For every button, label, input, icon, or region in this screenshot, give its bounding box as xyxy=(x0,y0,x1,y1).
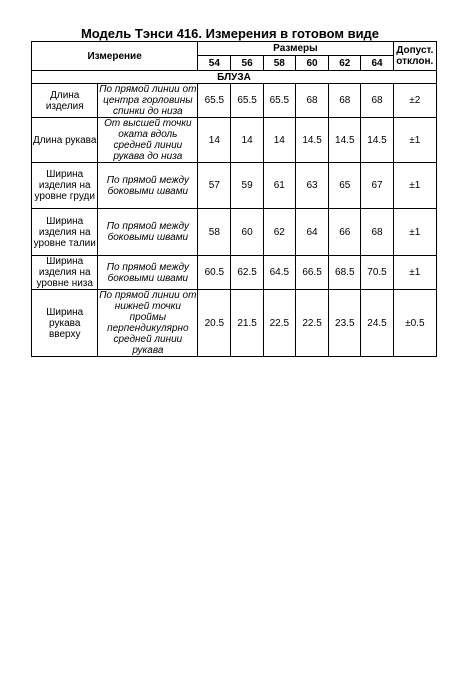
row-description: По прямой линии от центра горловины спинки до низа xyxy=(99,84,197,117)
sizes-header: Размеры xyxy=(198,42,393,56)
row-description: По прямой между боковыми швами xyxy=(98,209,198,256)
measurement-header: Измерение xyxy=(32,42,198,71)
value-cell: 70.5 xyxy=(361,256,393,290)
size-58: 58 xyxy=(263,56,295,71)
row-name: Длина рукава xyxy=(32,118,98,163)
value-cell: 20.5 xyxy=(198,290,231,357)
value-cell: 68 xyxy=(361,84,393,118)
value-cell: 68 xyxy=(329,84,361,118)
value-cell: 57 xyxy=(198,163,231,209)
row-name: Ширина изделия на уровне талии xyxy=(32,209,98,256)
value-cell: 61 xyxy=(263,163,295,209)
value-cell: 22.5 xyxy=(263,290,295,357)
measurements-table xyxy=(31,41,437,357)
value-cell: 24.5 xyxy=(361,290,393,357)
row-name: Ширина изделия на уровне груди xyxy=(32,163,98,209)
value-cell: 67 xyxy=(361,163,393,209)
value-cell: 62.5 xyxy=(231,256,263,290)
row-description: По прямой между боковыми швами xyxy=(98,256,198,290)
value-cell: 60.5 xyxy=(198,256,231,290)
table-row xyxy=(32,163,437,209)
row-description: По прямой линии от нижней точки проймы перпендикулярно средней линии рукава xyxy=(99,290,197,356)
value-cell: 68.5 xyxy=(329,256,361,290)
size-62: 62 xyxy=(329,56,361,71)
tolerance-header: Допуст. отклон. xyxy=(393,42,436,71)
table-row xyxy=(32,209,437,256)
page-title: Модель Тэнси 416. Измерения в готовом виде xyxy=(80,26,380,41)
value-cell: 64.5 xyxy=(263,256,295,290)
row-name: Ширина рукава вверху xyxy=(32,290,98,357)
tolerance-cell: ±1 xyxy=(393,118,436,163)
row-name: Длина изделия xyxy=(32,84,98,118)
table-row xyxy=(32,256,437,290)
value-cell: 66 xyxy=(329,209,361,256)
value-cell: 14.5 xyxy=(295,118,328,163)
value-cell: 14.5 xyxy=(361,118,393,163)
row-name: Ширина изделия на уровне низа xyxy=(32,256,98,290)
row-description: По прямой между боковыми швами xyxy=(98,163,198,209)
table-row xyxy=(32,84,437,118)
section-row xyxy=(32,71,437,84)
value-cell: 14 xyxy=(231,118,263,163)
value-cell: 14 xyxy=(263,118,295,163)
tolerance-cell: ±1 xyxy=(393,256,436,290)
header-row xyxy=(32,42,437,56)
value-cell: 22.5 xyxy=(295,290,328,357)
table-row xyxy=(32,290,437,357)
tolerance-cell: ±2 xyxy=(393,84,436,118)
row-description: От высшей точки оката вдоль средней линии рукава до низа xyxy=(98,118,198,163)
size-64: 64 xyxy=(361,56,393,71)
value-cell: 63 xyxy=(295,163,328,209)
size-60: 60 xyxy=(295,56,328,71)
size-56: 56 xyxy=(231,56,263,71)
value-cell: 65 xyxy=(329,163,361,209)
value-cell: 68 xyxy=(295,84,328,118)
section-title: БЛУЗА xyxy=(32,71,437,84)
value-cell: 65.5 xyxy=(263,84,295,118)
tolerance-cell: ±1 xyxy=(393,163,436,209)
value-cell: 68 xyxy=(361,209,393,256)
value-cell: 65.5 xyxy=(231,84,263,118)
value-cell: 65.5 xyxy=(198,84,231,118)
value-cell: 64 xyxy=(295,209,328,256)
value-cell: 60 xyxy=(231,209,263,256)
value-cell: 23.5 xyxy=(329,290,361,357)
tolerance-cell: ±0.5 xyxy=(393,290,436,357)
tolerance-cell: ±1 xyxy=(393,209,436,256)
value-cell: 66.5 xyxy=(295,256,328,290)
value-cell: 59 xyxy=(231,163,263,209)
value-cell: 62 xyxy=(263,209,295,256)
table-row xyxy=(32,118,437,163)
value-cell: 14 xyxy=(198,118,231,163)
value-cell: 21.5 xyxy=(231,290,263,357)
value-cell: 14.5 xyxy=(329,118,361,163)
size-54: 54 xyxy=(198,56,231,71)
value-cell: 58 xyxy=(198,209,231,256)
